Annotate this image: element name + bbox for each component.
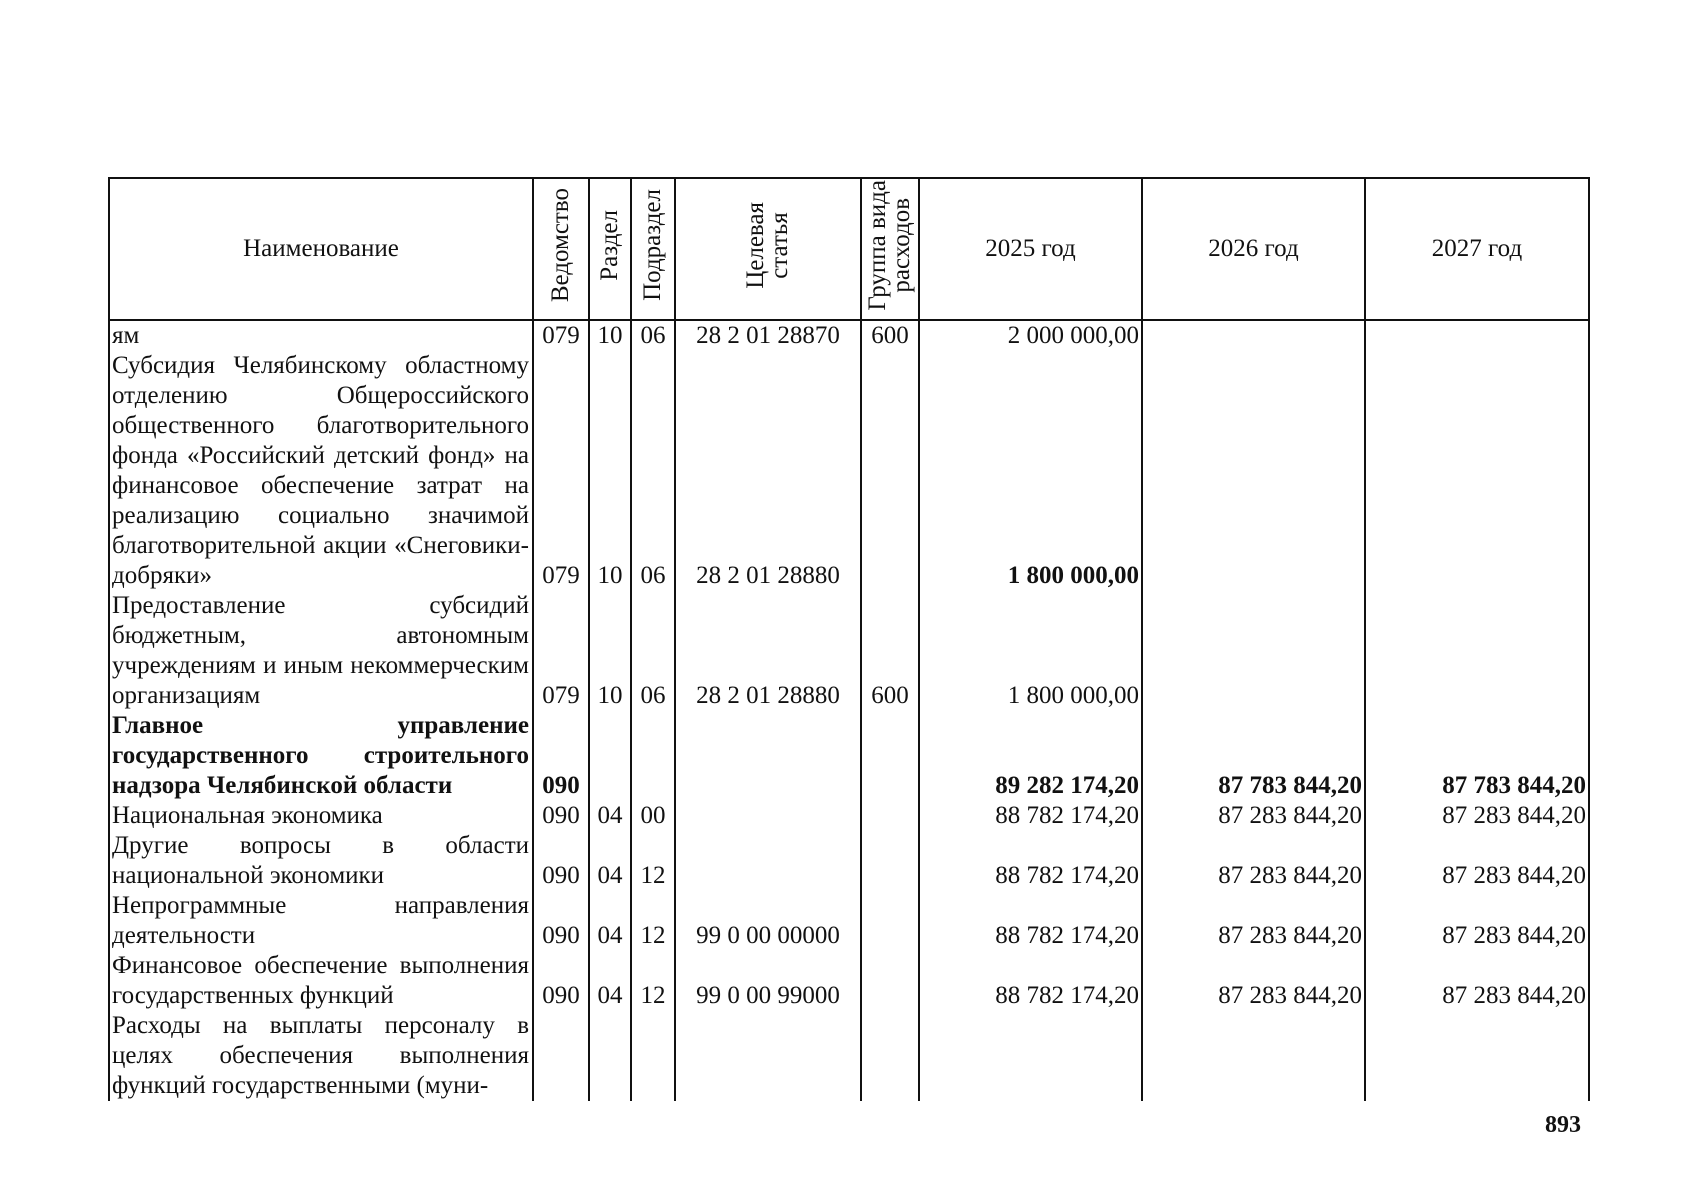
row-razdel — [589, 1011, 631, 1101]
row-2026: 87 783 844,20 — [1142, 711, 1365, 801]
row-razdel — [589, 711, 631, 801]
row-2027: 87 283 844,20 — [1365, 801, 1589, 831]
table-row — [109, 591, 1589, 711]
row-2025: 88 782 174,20 — [919, 831, 1142, 891]
header-gruppa-vida-rashodov: Группа вида расходов — [861, 178, 919, 320]
row-podrazdel — [631, 1011, 675, 1101]
row-2027: 87 783 844,20 — [1365, 711, 1589, 801]
row-name: Субсидия Челябинскому областному отделению Общероссийского общественного благотворительного фонда «Российский детский фонд» на финансовое обеспечение затрат на реализацию социально значимой благотворительной акции «Снеговики-добряки» — [109, 351, 533, 591]
row-2025: 1 800 000,00 — [919, 591, 1142, 711]
row-vedomstvo: 090 — [533, 891, 589, 951]
header-2027: 2027 год — [1365, 178, 1589, 320]
row-gruppa: 600 — [861, 320, 919, 351]
table-row — [109, 801, 1589, 831]
row-name: Другие вопросы в области национальной экономики — [109, 831, 533, 891]
row-celevaya: 99 0 00 99000 — [675, 951, 861, 1011]
header-podrazdel: Подраздел — [631, 178, 675, 320]
row-2026 — [1142, 320, 1365, 351]
header-vedomstvo: Ведомство — [533, 178, 589, 320]
row-2026 — [1142, 351, 1365, 591]
row-2025: 88 782 174,20 — [919, 801, 1142, 831]
row-podrazdel: 06 — [631, 351, 675, 591]
row-2027 — [1365, 320, 1589, 351]
row-podrazdel: 12 — [631, 891, 675, 951]
row-vedomstvo — [533, 1011, 589, 1101]
table-row — [109, 711, 1589, 801]
row-name: Расходы на выплаты персоналу в целях обеспечения выполнения функций государственными (муни- — [109, 1011, 533, 1101]
table-row — [109, 831, 1589, 891]
budget-table — [108, 177, 1590, 1101]
row-razdel: 04 — [589, 801, 631, 831]
row-celevaya: 28 2 01 28880 — [675, 351, 861, 591]
table-row — [109, 951, 1589, 1011]
table-row — [109, 891, 1589, 951]
table-row — [109, 351, 1589, 591]
row-razdel: 04 — [589, 891, 631, 951]
row-2027: 87 283 844,20 — [1365, 831, 1589, 891]
row-2026: 87 283 844,20 — [1142, 801, 1365, 831]
row-2027 — [1365, 1011, 1589, 1101]
row-2026: 87 283 844,20 — [1142, 831, 1365, 891]
page-number: 893 — [1545, 1112, 1581, 1138]
row-2025: 89 282 174,20 — [919, 711, 1142, 801]
header-celevaya-statya: Целевая статья — [675, 178, 861, 320]
row-name: Национальная экономика — [109, 801, 533, 831]
row-razdel: 04 — [589, 831, 631, 891]
row-celevaya — [675, 1011, 861, 1101]
row-razdel: 10 — [589, 320, 631, 351]
row-name: ям — [109, 320, 533, 351]
row-razdel: 10 — [589, 351, 631, 591]
row-vedomstvo: 079 — [533, 320, 589, 351]
row-2027 — [1365, 591, 1589, 711]
row-name: Предоставление субсидий бюджетным, автономным учреждениям и иным некоммерческим организациям — [109, 591, 533, 711]
row-podrazdel — [631, 711, 675, 801]
row-razdel: 10 — [589, 591, 631, 711]
header-razdel: Раздел — [589, 178, 631, 320]
row-podrazdel: 12 — [631, 951, 675, 1011]
row-2027: 87 283 844,20 — [1365, 951, 1589, 1011]
row-celevaya — [675, 801, 861, 831]
row-2027 — [1365, 351, 1589, 591]
row-2026 — [1142, 1011, 1365, 1101]
row-gruppa — [861, 1011, 919, 1101]
row-celevaya: 28 2 01 28880 — [675, 591, 861, 711]
table-header — [109, 178, 1589, 320]
row-vedomstvo: 090 — [533, 951, 589, 1011]
row-gruppa — [861, 351, 919, 591]
row-podrazdel: 12 — [631, 831, 675, 891]
row-2026 — [1142, 591, 1365, 711]
table-row — [109, 320, 1589, 351]
row-name: Главное управление государственного строительного надзора Челябинской области — [109, 711, 533, 801]
header-2025: 2025 год — [919, 178, 1142, 320]
row-gruppa — [861, 951, 919, 1011]
row-2026: 87 283 844,20 — [1142, 951, 1365, 1011]
header-2026: 2026 год — [1142, 178, 1365, 320]
row-2025 — [919, 1011, 1142, 1101]
row-vedomstvo: 090 — [533, 801, 589, 831]
row-celevaya — [675, 831, 861, 891]
header-name: Наименование — [109, 178, 533, 320]
row-gruppa — [861, 801, 919, 831]
row-podrazdel: 06 — [631, 591, 675, 711]
row-2027: 87 283 844,20 — [1365, 891, 1589, 951]
row-podrazdel: 00 — [631, 801, 675, 831]
row-vedomstvo: 079 — [533, 351, 589, 591]
row-razdel: 04 — [589, 951, 631, 1011]
row-2026: 87 283 844,20 — [1142, 891, 1365, 951]
table-row — [109, 1011, 1589, 1101]
row-vedomstvo: 090 — [533, 831, 589, 891]
row-gruppa — [861, 831, 919, 891]
row-gruppa: 600 — [861, 591, 919, 711]
row-2025: 2 000 000,00 — [919, 320, 1142, 351]
row-celevaya: 99 0 00 00000 — [675, 891, 861, 951]
row-2025: 88 782 174,20 — [919, 891, 1142, 951]
row-gruppa — [861, 891, 919, 951]
row-celevaya: 28 2 01 28870 — [675, 320, 861, 351]
row-2025: 88 782 174,20 — [919, 951, 1142, 1011]
row-podrazdel: 06 — [631, 320, 675, 351]
row-vedomstvo: 079 — [533, 591, 589, 711]
row-celevaya — [675, 711, 861, 801]
row-vedomstvo: 090 — [533, 711, 589, 801]
row-name: Непрограммные направления деятельности — [109, 891, 533, 951]
row-name: Финансовое обеспечение выполнения государственных функций — [109, 951, 533, 1011]
row-gruppa — [861, 711, 919, 801]
row-2025: 1 800 000,00 — [919, 351, 1142, 591]
